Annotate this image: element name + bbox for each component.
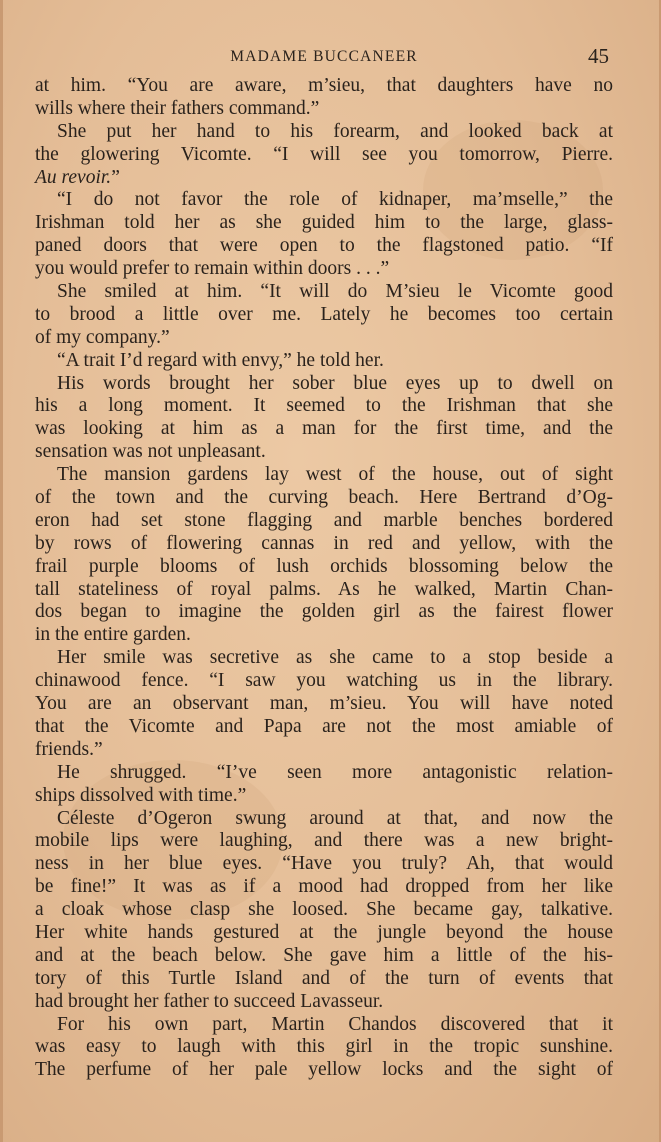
- text-line: at him. “You are aware, m’sieu, that daughters have no: [35, 75, 613, 96]
- text-line: She smiled at him. “It will do M’sieu le Vicomte good: [57, 281, 613, 303]
- text-line: that the Vicomte and Papa are not the most amiable of: [35, 715, 613, 737]
- text-line: Her white hands gestured at the jungle beyond the house: [35, 921, 613, 943]
- text-line: She put her hand to his forearm, and looked back at: [57, 120, 613, 142]
- text-line: ness in her blue eyes. “Have you truly? Ah, that would: [35, 853, 613, 875]
- text-line: tall stateliness of royal palms. As he walked, Martin Chan-: [35, 578, 613, 600]
- text-line: chinawood fence. “I saw you watching us in the library.: [35, 670, 613, 692]
- page-header: [39, 44, 609, 72]
- text-line: His words brought her sober blue eyes up to dwell on: [57, 372, 613, 394]
- text-line: by rows of flowering cannas in red and yellow, with the: [35, 532, 613, 554]
- text-line: of the town and the curving beach. Here Bertrand d’Og-: [35, 487, 613, 509]
- text-line: Céleste d’Ogeron swung around at that, and now the: [57, 807, 613, 829]
- text-line: “A trait I’d regard with envy,” he told her.: [57, 349, 384, 371]
- text-line: a cloak whose clasp she loosed. She became gay, talkative.: [35, 899, 613, 921]
- text-line: “I do not favor the role of kidnaper, ma’mselle,” the: [57, 189, 613, 211]
- text-line: had brought her father to succeed Lavasseur.: [35, 990, 384, 1012]
- text-line: in the entire garden.: [35, 624, 191, 646]
- text-line: be fine!” It was as if a mood had dropped from her like: [35, 876, 613, 898]
- text-line: dos began to imagine the golden girl as the fairest flower: [35, 601, 613, 623]
- text-line: you would prefer to remain within doors . . .”: [35, 258, 390, 280]
- text-line: ships dissolved with time.”: [35, 784, 247, 806]
- text-line: The perfume of her pale yellow locks and the sight of: [35, 1059, 613, 1081]
- text-line: paned doors that were open to the flagstoned patio. “If: [35, 235, 613, 257]
- text-line: mobile lips were laughing, and there was a new bright-: [35, 830, 613, 852]
- text-line: was looking at him as a man for the first time, and the: [35, 418, 613, 440]
- text-line: eron had set stone flagging and marble benches bordered: [35, 509, 613, 531]
- text-line: You are an observant man, m’sieu. You will have noted: [35, 693, 613, 715]
- text-line: was easy to laugh with this girl in the tropic sunshine.: [35, 1036, 613, 1058]
- text-line: sensation was not unpleasant.: [35, 441, 266, 463]
- body-text: [35, 75, 613, 1082]
- text-line: Au revoir.”: [35, 166, 120, 188]
- page-number: 45: [588, 44, 609, 68]
- text-line: Irishman told her as she guided him to the large, glass-: [35, 212, 613, 234]
- text-line: to brood a little over me. Lately he becomes too certain: [35, 303, 613, 325]
- text-line: of my company.”: [35, 326, 170, 348]
- text-line: friends.”: [35, 738, 103, 760]
- text-line: Her smile was secretive as she came to a stop beside a: [57, 647, 613, 669]
- text-line: He shrugged. “I’ve seen more antagonistic relation-: [57, 761, 613, 783]
- running-head: MADAME BUCCANEER: [230, 48, 418, 65]
- text-line: and at the beach below. She gave him a little of the his-: [35, 944, 613, 966]
- text-line: wills where their fathers command.”: [35, 97, 320, 119]
- text-line: frail purple blooms of lush orchids blossoming below the: [35, 555, 613, 577]
- text-line: The mansion gardens lay west of the house, out of sight: [57, 464, 613, 486]
- text-line: For his own part, Martin Chandos discovered that it: [57, 1013, 613, 1035]
- text-line: the glowering Vicomte. “I will see you tomorrow, Pierre.: [35, 143, 613, 165]
- text-line: his a long moment. It seemed to the Irishman that she: [35, 395, 613, 417]
- text-line: tory of this Turtle Island and of the turn of events that: [35, 967, 613, 989]
